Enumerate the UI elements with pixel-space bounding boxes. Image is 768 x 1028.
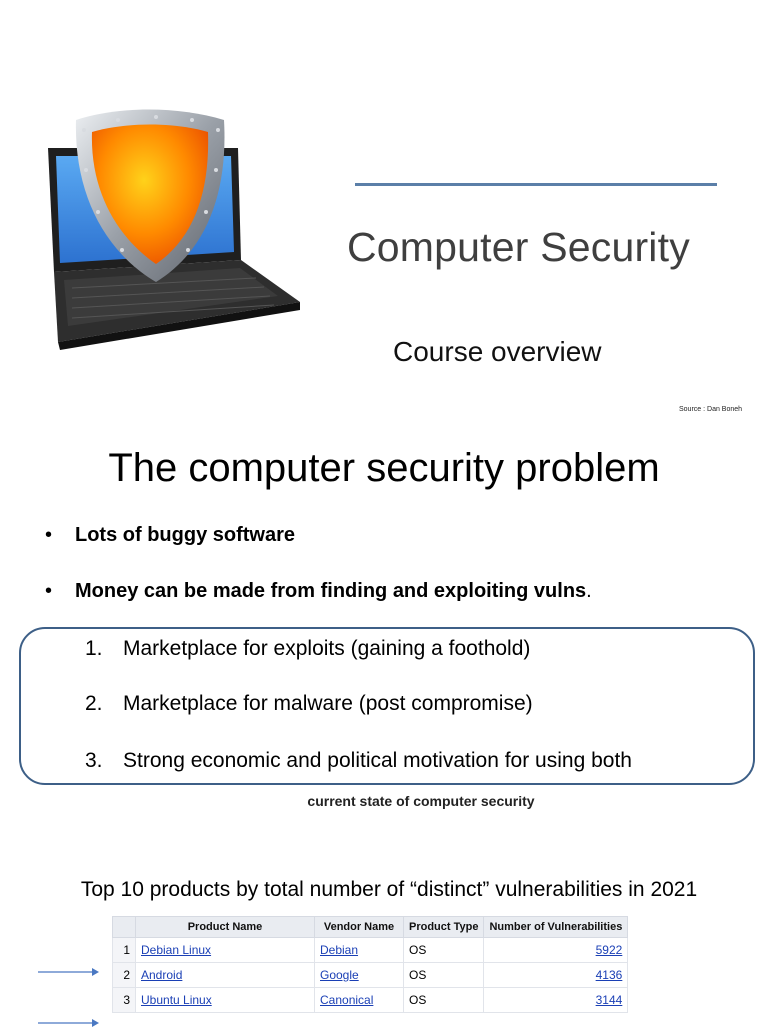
row-rank: 1: [113, 938, 136, 963]
table-row: [113, 963, 628, 988]
arrow-right-icon: [38, 967, 100, 977]
bullet-text: Lots of buggy software: [75, 524, 295, 546]
numbered-item: [85, 692, 533, 716]
product-link[interactable]: Android: [141, 968, 183, 982]
numbered-item: [85, 749, 632, 773]
column-header-count: Number of Vulnerabilities: [484, 917, 628, 938]
item-number: 2.: [85, 692, 103, 715]
source-note: Source : Dan Boneh: [679, 406, 743, 413]
slide-title-problem: The computer security problem: [108, 446, 660, 490]
product-link[interactable]: Debian Linux: [141, 943, 212, 957]
item-text: Strong economic and political motivation for using both: [123, 749, 632, 772]
column-header-rank: [113, 917, 136, 938]
item-text: Marketplace for exploits (gaining a foothold): [123, 637, 531, 660]
arrow-right-icon: [38, 1018, 100, 1028]
table-header-row: [113, 917, 628, 938]
vuln-count-link[interactable]: 5922: [595, 943, 623, 957]
row-rank: 3: [113, 988, 136, 1013]
row-rank: 2: [113, 963, 136, 988]
vendor-link[interactable]: Google: [320, 968, 359, 982]
table-row: [113, 938, 628, 963]
item-number: 3.: [85, 749, 103, 772]
numbered-item: [85, 637, 530, 661]
product-link[interactable]: Ubuntu Linux: [141, 993, 212, 1007]
vulnerability-table: [112, 916, 628, 1013]
product-type: OS: [404, 963, 484, 988]
bullet-text: Money can be made from finding and exploiting vulns: [75, 580, 587, 602]
product-type: OS: [404, 938, 484, 963]
bullet-item: [45, 580, 592, 603]
table-row: [113, 988, 628, 1013]
vuln-count-link[interactable]: 3144: [595, 993, 623, 1007]
bullet-marker: •: [45, 524, 53, 546]
vuln-count-link[interactable]: 4136: [595, 968, 623, 982]
item-number: 1.: [85, 637, 103, 660]
slide-title: Computer Security: [347, 224, 690, 270]
title-rule: [355, 183, 717, 186]
product-type: OS: [404, 988, 484, 1013]
column-header-type: Product Type: [404, 917, 484, 938]
vendor-link[interactable]: Debian: [320, 943, 359, 957]
slide-subtitle: Course overview: [393, 336, 602, 367]
bullet-suffix: .: [586, 580, 592, 602]
vendor-link[interactable]: Canonical: [320, 993, 374, 1007]
slide-heading-top10: Top 10 products by total number of “distinct” vulnerabilities in 2021: [80, 878, 698, 901]
bullet-item: [45, 524, 295, 547]
caption: current state of computer security: [307, 793, 535, 809]
bullet-marker: •: [45, 580, 53, 602]
column-header-vendor: Vendor Name: [315, 917, 404, 938]
laptop-shield-image: [38, 100, 308, 370]
column-header-product: Product Name: [136, 917, 315, 938]
item-text: Marketplace for malware (post compromise): [123, 692, 533, 715]
